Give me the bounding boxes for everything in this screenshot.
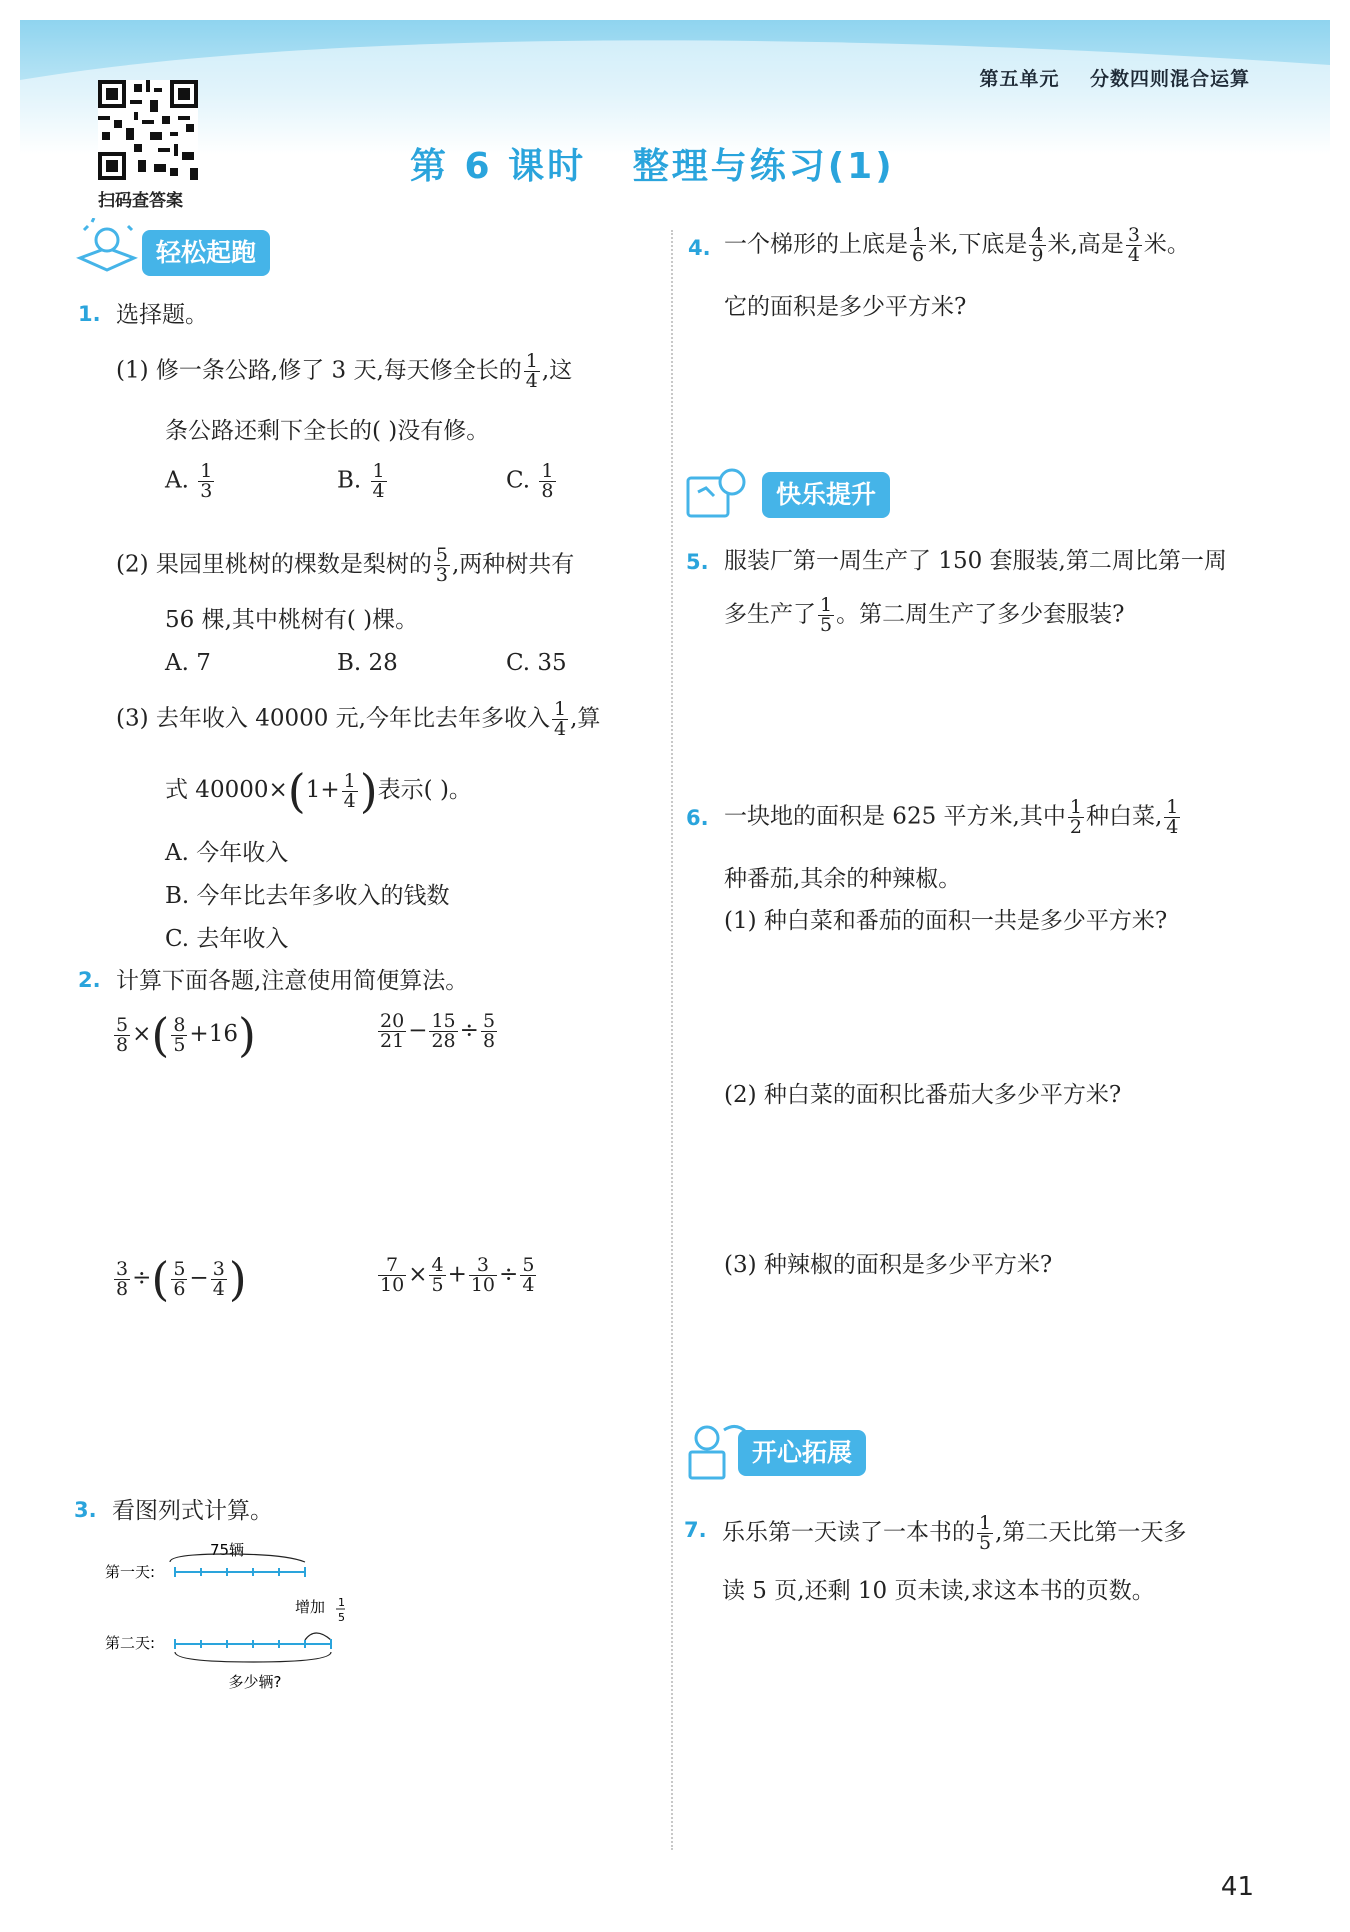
q6-sub1: (1) 种白菜和番茄的面积一共是多少平方米? bbox=[724, 908, 1168, 934]
brace-increase bbox=[305, 1633, 331, 1640]
question-text: 看图列式计算。 bbox=[112, 1498, 273, 1524]
choice-a[interactable]: A. $\frac{1}{3}$ bbox=[165, 460, 213, 502]
q1-part1-line2: 条公路还剩下全长的( )没有修。 bbox=[165, 418, 490, 444]
question-number: 4. bbox=[688, 236, 711, 260]
choice-c[interactable]: C. 去年收入 bbox=[165, 926, 289, 952]
expression-1: $\frac{5}{8}$ ×( $\frac{8}{5}$ +16) bbox=[116, 1008, 256, 1062]
brace-bottom bbox=[175, 1652, 331, 1662]
segment-line-day2 bbox=[175, 1639, 331, 1649]
choice-a[interactable]: A. 今年收入 bbox=[165, 840, 289, 866]
diagram-increase-numerator: 1 bbox=[338, 1596, 345, 1609]
question-text: 选择题。 bbox=[116, 302, 208, 328]
segment-line-day1 bbox=[175, 1567, 305, 1577]
question-number: 2. bbox=[78, 968, 101, 992]
mascot-board-icon bbox=[684, 462, 754, 526]
expression-3: $\frac{3}{8}$ ÷( $\frac{5}{6}$ − $\frac{3}{4}$ ) bbox=[116, 1252, 247, 1306]
q6-line1: 一块地的面积是 625 平方米,其中 $\frac{1}{2}$ 种白菜, $\frac{1}{4}$ bbox=[724, 796, 1179, 838]
choice-b[interactable]: B. $\frac{1}{4}$ bbox=[337, 460, 385, 502]
diagram-increase-label: 增加 bbox=[295, 1598, 326, 1616]
segment-diagram bbox=[105, 1532, 385, 1692]
q6-sub3: (3) 种辣椒的面积是多少平方米? bbox=[724, 1252, 1053, 1278]
choice-c[interactable]: C. 35 bbox=[506, 650, 567, 676]
unit-title: 第五单元 分数四则混合运算 bbox=[979, 68, 1250, 90]
mascot-reading-icon bbox=[72, 218, 142, 282]
question-number: 3. bbox=[74, 1498, 97, 1522]
choice-b[interactable]: B. 今年比去年多收入的钱数 bbox=[165, 883, 450, 909]
q5-line2: 多生产了 $\frac{1}{5}$ 。第二周生产了多少套服装? bbox=[724, 594, 1125, 636]
expression-2: $\frac{20}{21}$ − $\frac{15}{28}$ ÷ $\frac{5}{8}$ bbox=[380, 1010, 496, 1052]
question-text: 计算下面各题,注意使用简便算法。 bbox=[116, 968, 469, 994]
section-badge-warmup: 轻松起跑 bbox=[142, 230, 270, 276]
diagram-row2-label: 第二天: bbox=[105, 1634, 156, 1652]
q1-part3-line1: (3) 去年收入 40000 元,今年比去年多收入 $\frac{1}{4}$ ,算 bbox=[116, 698, 601, 740]
q4-line2: 它的面积是多少平方米? bbox=[724, 294, 967, 320]
q4-line1: 一个梯形的上底是 $\frac{1}{6}$ 米,下底是 $\frac{4}{9}$ 米,高是 $\frac{3}{4}$ 米。 bbox=[724, 224, 1190, 266]
diagram-row1-label: 第一天: bbox=[105, 1563, 156, 1581]
q6-sub2: (2) 种白菜的面积比番茄大多少平方米? bbox=[724, 1082, 1122, 1108]
question-number: 5. bbox=[686, 550, 709, 574]
q1-part2-line2: 56 棵,其中桃树有( )棵。 bbox=[165, 607, 419, 633]
q5-line1: 服装厂第一周生产了 150 套服装,第二周比第一周 bbox=[724, 548, 1227, 574]
column-divider bbox=[671, 230, 673, 1850]
q7-line1: 乐乐第一天读了一本书的 $\frac{1}{5}$ ,第二天比第一天多 bbox=[722, 1512, 1187, 1554]
lesson-title: 第 6 课时 整理与练习(1) bbox=[410, 146, 895, 187]
question-number: 1. bbox=[78, 302, 101, 326]
q1-part1-line1: (1) 修一条公路,修了 3 天,每天修全长的 $\frac{1}{4}$ ,这 bbox=[116, 350, 573, 392]
question-number: 7. bbox=[684, 1518, 707, 1542]
question-number: 6. bbox=[686, 806, 709, 830]
q7-line2: 读 5 页,还剩 10 页未读,求这本书的页数。 bbox=[722, 1578, 1155, 1604]
section-badge-improve: 快乐提升 bbox=[762, 472, 890, 518]
q6-line2: 种番茄,其余的种辣椒。 bbox=[724, 866, 962, 892]
expression-4: $\frac{7}{10}$ × $\frac{4}{5}$ + $\frac{3}{10}$ ÷ $\frac{5}{4}$ bbox=[380, 1254, 535, 1296]
q1-part2-line1: (2) 果园里桃树的棵数是梨树的 $\frac{5}{3}$ ,两种树共有 bbox=[116, 544, 575, 586]
qr-code-icon[interactable] bbox=[98, 80, 198, 180]
choice-c[interactable]: C. $\frac{1}{8}$ bbox=[506, 460, 554, 502]
section-badge-extend: 开心拓展 bbox=[738, 1430, 866, 1476]
choice-a[interactable]: A. 7 bbox=[165, 650, 211, 676]
diagram-increase-denominator: 5 bbox=[338, 1611, 345, 1624]
diagram-label-total: 75辆 bbox=[209, 1541, 245, 1559]
qr-caption: 扫码查答案 bbox=[98, 191, 183, 211]
q1-part3-line2: 式 40000×(1+ $\frac{1}{4}$ )表示( )。 bbox=[165, 764, 472, 818]
choice-b[interactable]: B. 28 bbox=[337, 650, 398, 676]
diagram-question-label: 多少辆? bbox=[228, 1673, 282, 1691]
page-number: 41 bbox=[1220, 1872, 1254, 1902]
